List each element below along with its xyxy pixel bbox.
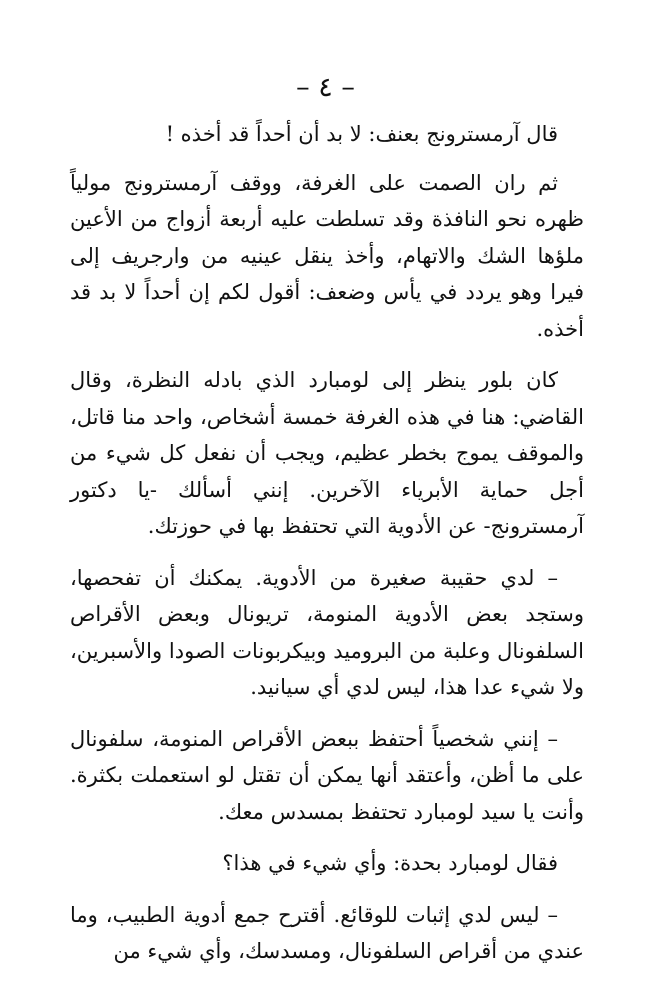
- body-text: [70, 116, 584, 985]
- paragraph-3: كان بلور ينظر إلى لومبارد الذي بادله النظرة، وقال القاضي: هنا في هذه الغرفة خمسة أشخاص، واحد منا قاتل، والموقف يموج بخطر عظيم، ويجب أن نفعل كل شيء من أجل حماية الأبرياء الآخرين. إنني أسألك -يا دكتور آرمسترونج- عن الأدوية التي تحتفظ بها في حوزتك.: [70, 368, 584, 538]
- page-number: – ٤ –: [296, 72, 355, 103]
- paragraph-1: قال آرمسترونج بعنف: لا بد أن أحداً قد أخذه !: [165, 122, 558, 146]
- paragraph-2: ثم ران الصمت على الغرفة، ووقف آرمسترونج مولياً ظهره نحو النافذة وقد تسلطت عليه أربعة أزواج من الأعين ملؤها الشك والاتهام، وأخذ ينقل عينيه من وارجريف إلى فيرا وهو يردد في يأس وضعف: أقول لكم إن أحداً لا بد قد أخذه.: [70, 170, 584, 341]
- paragraph-7: – ليس لدي إثبات للوقائع. أقترح جمع أدوية الطبيب، وما عندي من أقراص السلفونال، ومسدسك، وأي شيء من: [70, 902, 584, 963]
- paragraph-4: – لدي حقيبة صغيرة من الأدوية. يمكنك أن تفحصها، وستجد بعض الأدوية المنومة، تريونال وبعض الأقراص السلفونال وعلبة من البروميد وبيكربونات الصودا والأسبرين، ولا شيء عدا هذا، ليس لدي أي سيانيد.: [70, 565, 584, 699]
- paragraph-5: – إنني شخصياً أحتفظ ببعض الأقراص المنومة، سلفونال على ما أظن، وأعتقد أنها يمكن أن تقتل لو استعملت بكثرة. وأنت يا سيد لومبارد تحتفظ بمسدس معك.: [70, 726, 584, 824]
- paragraph-6: فقال لومبارد بحدة: وأي شيء في هذا؟: [222, 851, 558, 875]
